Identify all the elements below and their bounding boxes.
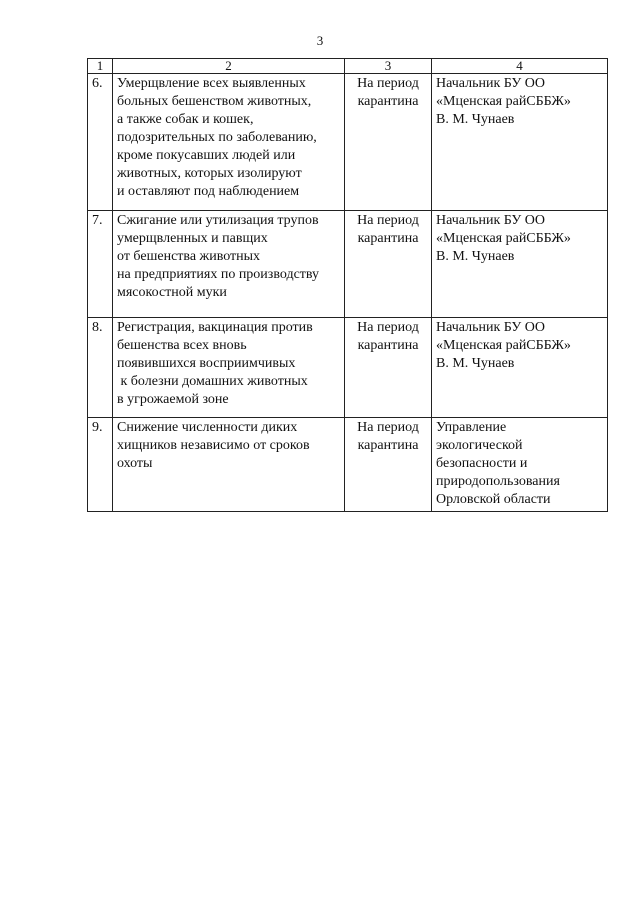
row-number: 9.	[88, 418, 113, 512]
header-col-4: 4	[432, 59, 608, 74]
period-line: карантина	[357, 231, 419, 246]
action-line: охоты	[117, 456, 153, 471]
action-line: и оставляют под наблюдением	[117, 184, 300, 199]
action-cell	[113, 318, 345, 418]
period-line: На период	[357, 76, 419, 91]
row-number: 6.	[88, 74, 113, 211]
responsible-cell	[432, 74, 608, 211]
table-row	[88, 211, 608, 318]
action-line: от бешенства животных	[117, 249, 261, 264]
action-line: Сжигание или утилизация трупов	[117, 213, 319, 228]
row-number: 7.	[88, 211, 113, 318]
responsible-line: В. М. Чунаев	[436, 249, 515, 264]
period-line: карантина	[357, 338, 419, 353]
action-line: на предприятиях по производству	[117, 267, 320, 282]
action-cell	[113, 418, 345, 512]
action-line: кроме покусавших людей или	[117, 148, 296, 163]
row-number: 8.	[88, 318, 113, 418]
responsible-line: В. М. Чунаев	[436, 356, 515, 371]
action-line: а также собак и кошек,	[117, 112, 254, 127]
action-line: в угрожаемой зоне	[117, 392, 229, 407]
action-line: подозрительных по заболеванию,	[117, 130, 317, 145]
action-line: умерщвленных и павщих	[117, 231, 268, 246]
responsible-cell	[432, 418, 608, 512]
action-line: животных, которых изолируют	[117, 166, 302, 181]
action-cell	[113, 74, 345, 211]
period-line: карантина	[357, 94, 419, 109]
action-line: появившихся восприимчивых	[117, 356, 296, 371]
table-row	[88, 418, 608, 512]
action-line: мясокостной муки	[117, 285, 227, 300]
responsible-line: безопасности и	[436, 456, 528, 471]
period-line: На период	[357, 213, 419, 228]
period-cell	[345, 318, 432, 418]
action-line: Регистрация, вакцинация против	[117, 320, 313, 335]
period-line: карантина	[357, 438, 419, 453]
period-cell	[345, 211, 432, 318]
responsible-line: «Мценская райСББЖ»	[436, 338, 571, 353]
responsible-line: Начальник БУ ОО	[436, 213, 545, 228]
responsible-line: экологической	[436, 438, 523, 453]
responsible-cell	[432, 211, 608, 318]
action-line: бешенства всех вновь	[117, 338, 247, 353]
measures-table	[87, 58, 608, 512]
header-col-1: 1	[88, 59, 113, 74]
action-line: к болезни домашних животных	[117, 374, 308, 389]
responsible-line: Начальник БУ ОО	[436, 320, 545, 335]
period-line: На период	[357, 320, 419, 335]
responsible-line: Орловской области	[436, 492, 551, 507]
action-line: Снижение численности диких	[117, 420, 298, 435]
header-col-3: 3	[345, 59, 432, 74]
responsible-cell	[432, 318, 608, 418]
header-col-2: 2	[113, 59, 345, 74]
table-row	[88, 74, 608, 211]
page-number: 3	[316, 33, 324, 48]
action-line: хищников независимо от сроков	[117, 438, 310, 453]
responsible-line: «Мценская райСББЖ»	[436, 231, 571, 246]
period-cell	[345, 418, 432, 512]
action-cell	[113, 211, 345, 318]
period-cell	[345, 74, 432, 211]
responsible-line: природопользования	[436, 474, 560, 489]
table-row	[88, 318, 608, 418]
action-line: Умерщвление всех выявленных	[117, 76, 306, 91]
responsible-line: «Мценская райСББЖ»	[436, 94, 571, 109]
header-row	[88, 59, 608, 74]
responsible-line: Начальник БУ ОО	[436, 76, 545, 91]
responsible-line: Управление	[436, 420, 507, 435]
responsible-line: В. М. Чунаев	[436, 112, 515, 127]
action-line: больных бешенством животных,	[117, 94, 312, 109]
period-line: На период	[357, 420, 419, 435]
